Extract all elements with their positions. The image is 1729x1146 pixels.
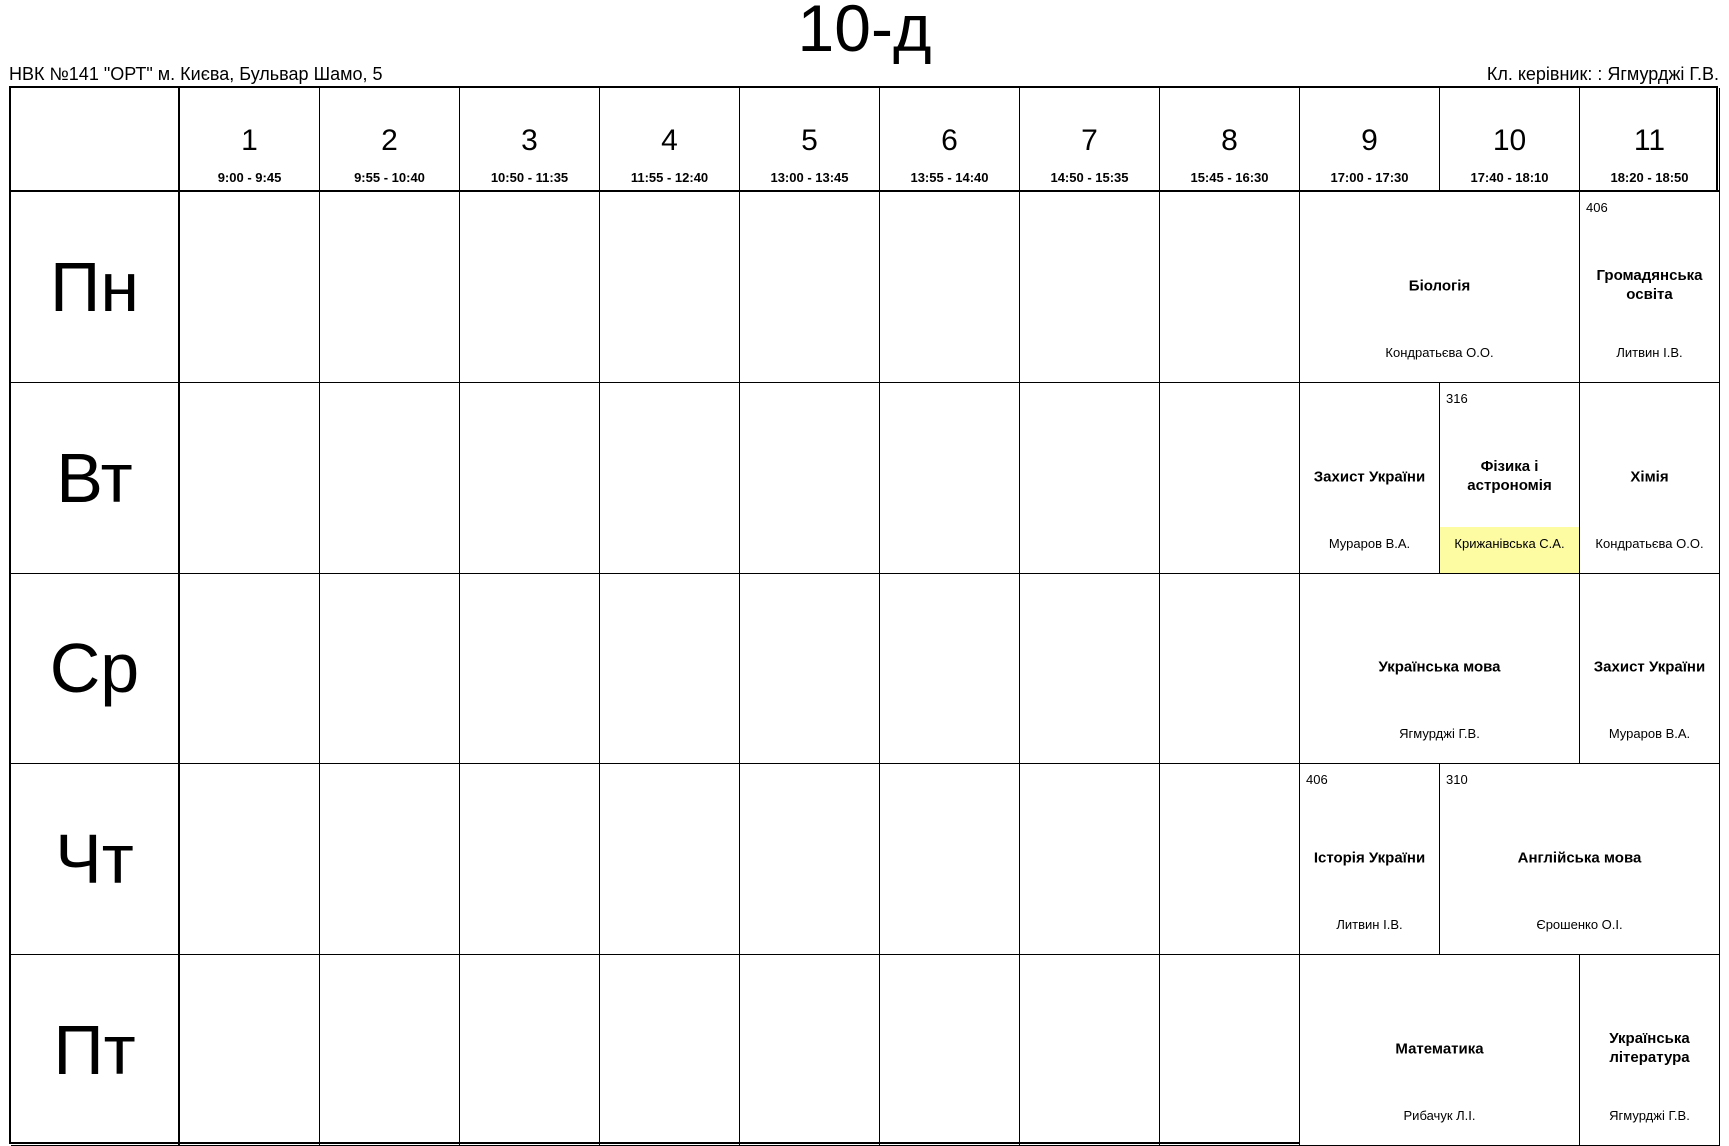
period-time: 15:45 - 16:30 bbox=[1190, 170, 1269, 185]
lesson-cell[interactable] bbox=[1440, 383, 1580, 574]
timetable-grid bbox=[9, 86, 1718, 1144]
period-header-4 bbox=[600, 88, 740, 192]
empty-slot[interactable] bbox=[460, 192, 600, 383]
lesson-cell[interactable] bbox=[1580, 192, 1720, 383]
subject-name: Англійська мова bbox=[1517, 849, 1642, 867]
subject-name: Хімія bbox=[1630, 468, 1669, 486]
empty-slot[interactable] bbox=[880, 383, 1020, 574]
subject-name: Українська мова bbox=[1378, 659, 1501, 677]
lesson-cell[interactable] bbox=[1440, 764, 1720, 955]
lesson-cell[interactable] bbox=[1300, 192, 1580, 383]
period-time: 9:55 - 10:40 bbox=[354, 170, 425, 185]
subject-name: Математика bbox=[1395, 1040, 1484, 1058]
teacher-name: Литвин І.В. bbox=[1336, 917, 1403, 933]
teacher-name: Єрошенко О.І. bbox=[1536, 917, 1623, 933]
empty-slot[interactable] bbox=[1160, 764, 1300, 955]
empty-slot[interactable] bbox=[1160, 192, 1300, 383]
empty-slot[interactable] bbox=[320, 574, 460, 765]
empty-slot[interactable] bbox=[740, 383, 880, 574]
period-header-5 bbox=[740, 88, 880, 192]
empty-slot[interactable] bbox=[460, 574, 600, 765]
empty-slot[interactable] bbox=[320, 192, 460, 383]
empty-slot[interactable] bbox=[600, 955, 740, 1146]
empty-slot[interactable] bbox=[1160, 383, 1300, 574]
empty-slot[interactable] bbox=[180, 764, 320, 955]
teacher-name: Крижанівська С.А. bbox=[1440, 527, 1579, 573]
period-number: 11 bbox=[1633, 124, 1666, 157]
empty-slot[interactable] bbox=[180, 574, 320, 765]
empty-slot[interactable] bbox=[320, 764, 460, 955]
subject-name: Українська література bbox=[1609, 1030, 1690, 1067]
empty-slot[interactable] bbox=[600, 574, 740, 765]
period-time: 18:20 - 18:50 bbox=[1610, 170, 1689, 185]
teacher-name: Рибачук Л.І. bbox=[1403, 1107, 1476, 1123]
empty-slot[interactable] bbox=[740, 574, 880, 765]
school-name: НВК №141 "ОРТ" м. Києва, Бульвар Шамо, 5 bbox=[9, 64, 383, 84]
empty-slot[interactable] bbox=[460, 383, 600, 574]
empty-slot[interactable] bbox=[460, 955, 600, 1146]
period-number: 9 bbox=[1361, 124, 1378, 157]
period-number: 3 bbox=[521, 124, 538, 157]
empty-slot[interactable] bbox=[180, 955, 320, 1146]
period-header-6 bbox=[880, 88, 1020, 192]
day-label-3: Ср bbox=[11, 574, 180, 765]
empty-slot[interactable] bbox=[600, 192, 740, 383]
period-time: 13:00 - 13:45 bbox=[770, 170, 849, 185]
teacher-name: Ягмурджі Г.В. bbox=[1399, 726, 1480, 742]
lesson-cell[interactable] bbox=[1300, 764, 1440, 955]
subject-name: Історія України bbox=[1313, 849, 1426, 867]
teacher-name: Кондратьєва О.О. bbox=[1385, 344, 1494, 360]
subject-name: Захист України bbox=[1313, 468, 1426, 486]
period-number: 4 bbox=[661, 124, 678, 157]
period-time: 13:55 - 14:40 bbox=[910, 170, 989, 185]
period-number: 7 bbox=[1081, 124, 1098, 157]
teacher-name: Мураров В.А. bbox=[1328, 535, 1411, 551]
empty-slot[interactable] bbox=[740, 192, 880, 383]
period-time: 9:00 - 9:45 bbox=[217, 170, 282, 185]
subject-name: Громадянська освіта bbox=[1596, 266, 1703, 303]
period-number: 10 bbox=[1492, 124, 1527, 157]
empty-slot[interactable] bbox=[740, 955, 880, 1146]
empty-slot[interactable] bbox=[1020, 192, 1160, 383]
period-time: 17:40 - 18:10 bbox=[1470, 170, 1549, 185]
empty-slot[interactable] bbox=[180, 383, 320, 574]
lesson-cell[interactable] bbox=[1300, 383, 1440, 574]
empty-slot[interactable] bbox=[320, 955, 460, 1146]
period-header-3 bbox=[460, 88, 600, 192]
period-number: 8 bbox=[1221, 124, 1238, 157]
empty-slot[interactable] bbox=[1160, 574, 1300, 765]
teacher-name: Кондратьєва О.О. bbox=[1595, 535, 1704, 551]
empty-slot[interactable] bbox=[1160, 955, 1300, 1146]
period-time: 17:00 - 17:30 bbox=[1330, 170, 1409, 185]
period-header-8 bbox=[1160, 88, 1300, 192]
empty-slot[interactable] bbox=[180, 192, 320, 383]
period-number: 5 bbox=[801, 124, 818, 157]
period-time: 10:50 - 11:35 bbox=[490, 170, 569, 185]
empty-slot[interactable] bbox=[320, 383, 460, 574]
room-number: 310 bbox=[1446, 772, 1468, 788]
period-header-2 bbox=[320, 88, 460, 192]
teacher-name: Ягмурджі Г.В. bbox=[1609, 1107, 1690, 1123]
period-time: 11:55 - 12:40 bbox=[630, 170, 709, 185]
subject-name: Захист України bbox=[1593, 659, 1706, 677]
period-number: 2 bbox=[381, 124, 398, 157]
empty-slot[interactable] bbox=[600, 383, 740, 574]
empty-slot[interactable] bbox=[1020, 764, 1160, 955]
period-header-10 bbox=[1440, 88, 1580, 192]
room-number: 406 bbox=[1306, 772, 1328, 788]
lesson-cell[interactable] bbox=[1300, 574, 1580, 765]
period-number: 6 bbox=[941, 124, 958, 157]
day-label-1: Пн bbox=[11, 192, 180, 383]
empty-slot[interactable] bbox=[880, 574, 1020, 765]
empty-slot[interactable] bbox=[1020, 383, 1160, 574]
period-header-9 bbox=[1300, 88, 1440, 192]
empty-slot[interactable] bbox=[880, 192, 1020, 383]
room-number: 316 bbox=[1446, 390, 1468, 406]
teacher-name: Литвин І.В. bbox=[1616, 344, 1683, 360]
class-teacher: Кл. керівник: : Ягмурджі Г.В. bbox=[1486, 64, 1719, 84]
empty-slot[interactable] bbox=[880, 955, 1020, 1146]
empty-slot[interactable] bbox=[1020, 955, 1160, 1146]
lesson-cell[interactable] bbox=[1580, 955, 1720, 1146]
empty-slot[interactable] bbox=[1020, 574, 1160, 765]
day-label-2: Вт bbox=[11, 383, 180, 574]
subject-name: Фізика і астрономія bbox=[1467, 457, 1552, 494]
corner-cell bbox=[11, 88, 180, 192]
empty-slot[interactable] bbox=[600, 764, 740, 955]
day-label-5: Пт bbox=[11, 955, 180, 1146]
room-number: 406 bbox=[1586, 200, 1608, 215]
empty-slot[interactable] bbox=[740, 764, 880, 955]
lesson-cell[interactable] bbox=[1580, 383, 1720, 574]
lesson-cell[interactable] bbox=[1300, 955, 1580, 1146]
empty-slot[interactable] bbox=[880, 764, 1020, 955]
period-number: 1 bbox=[241, 124, 258, 157]
teacher-name: Мураров В.А. bbox=[1608, 726, 1691, 742]
class-title: 10-д bbox=[797, 0, 932, 65]
period-header-11 bbox=[1580, 88, 1720, 192]
lesson-cell[interactable] bbox=[1580, 574, 1720, 765]
subject-name: Біологія bbox=[1408, 277, 1471, 295]
period-header-7 bbox=[1020, 88, 1160, 192]
empty-slot[interactable] bbox=[460, 764, 600, 955]
period-time: 14:50 - 15:35 bbox=[1050, 170, 1129, 185]
day-label-4: Чт bbox=[11, 764, 180, 955]
period-header-1 bbox=[180, 88, 320, 192]
